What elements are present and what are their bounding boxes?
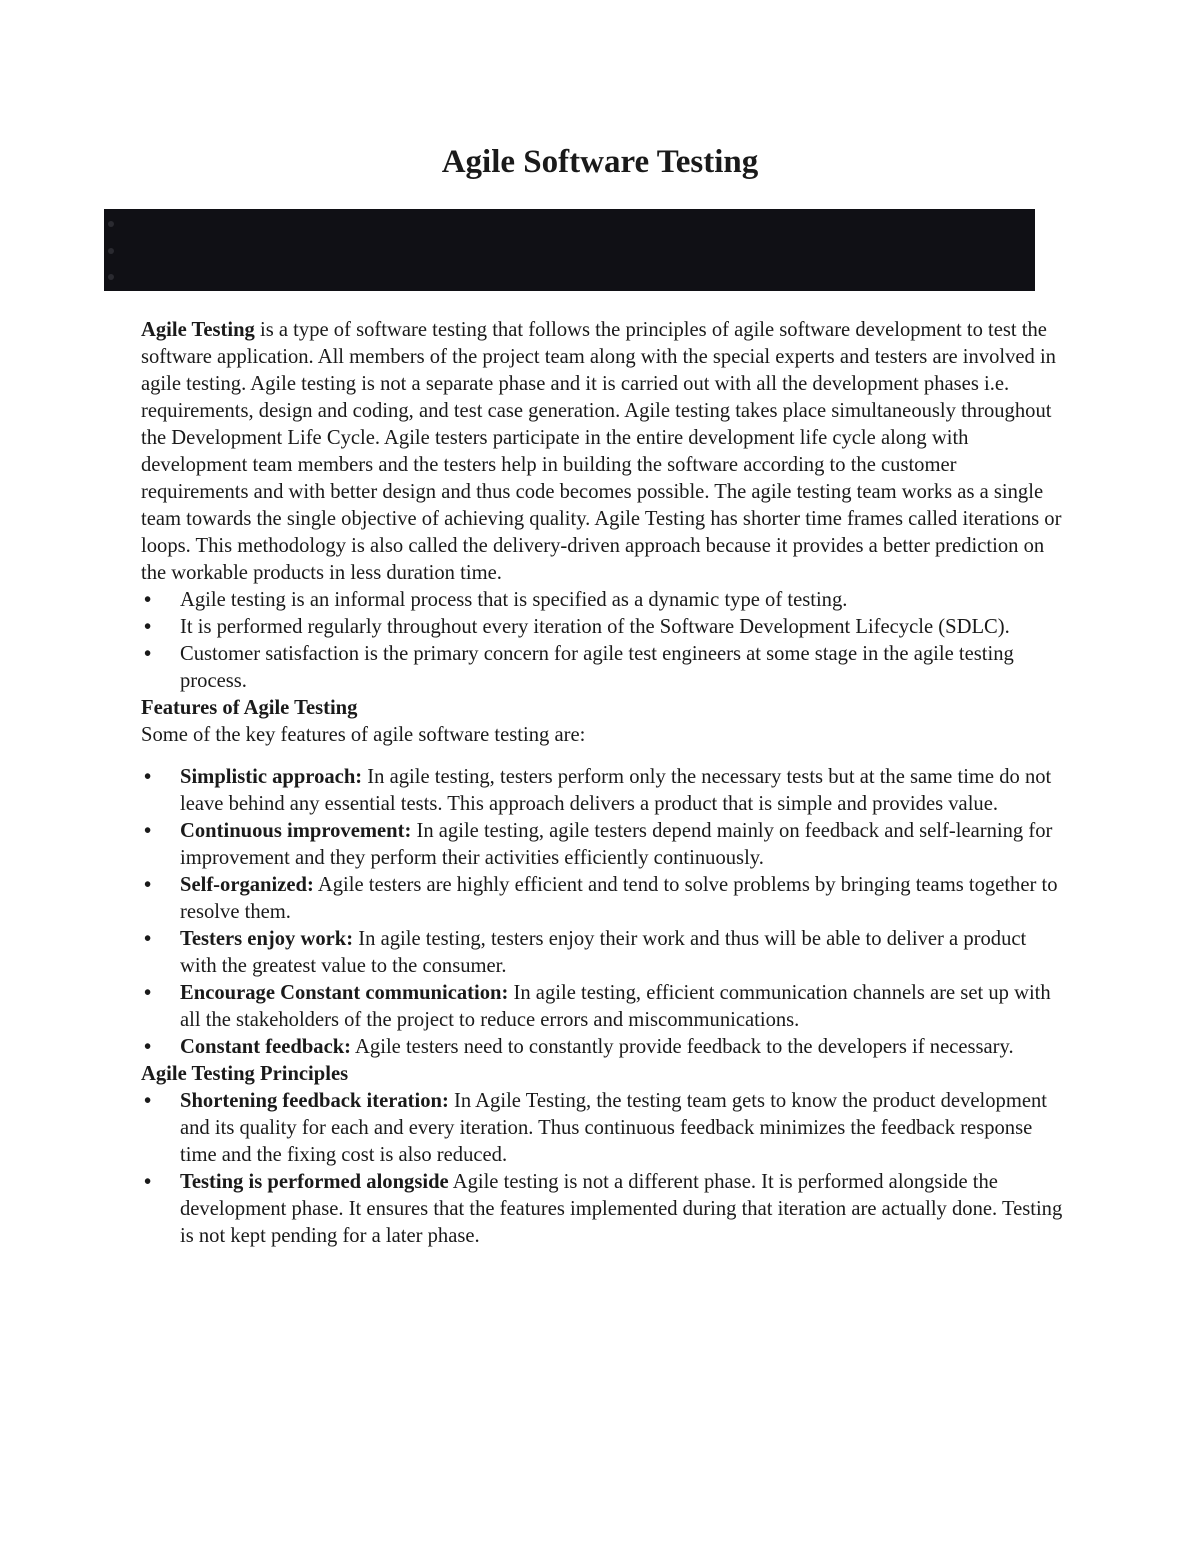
list-item <box>141 1169 1066 1250</box>
feature-text: In agile testing, testers enjoy their work and thus will be able to deliver a product with the greatest value to the consumer. <box>180 928 1027 977</box>
feature-text: In agile testing, efficient communication channels are set up with all the stakeholders of the project to reduce errors and miscommunications. <box>180 982 1051 1031</box>
list-item <box>141 1088 1066 1169</box>
banner-bullet <box>108 221 114 227</box>
redacted-banner <box>104 209 1035 291</box>
intro-bullet-list <box>141 587 1066 695</box>
intro-paragraph <box>141 317 1066 587</box>
document-body <box>141 317 1066 1250</box>
feature-text: Agile testers need to constantly provide feedback to the developers if necessary. <box>351 1036 1014 1058</box>
feature-text: In agile testing, agile testers depend mainly on feedback and self-learning for improvement and they perform their activities efficiently continuously. <box>180 820 1053 869</box>
list-item <box>141 980 1066 1034</box>
list-item: • Customer satisfaction is the primary concern for agile test engineers at some stage in the agile testing process. <box>141 641 1066 695</box>
feature-text: Agile testers are highly efficient and tend to solve problems by bringing teams together to resolve them. <box>180 874 1058 923</box>
principles-heading: Agile Testing Principles <box>141 1063 349 1085</box>
feature-term: Self-organized: <box>180 874 314 896</box>
list-item: • It is performed regularly throughout every iteration of the Software Development Lifecycle (SDLC). <box>141 614 1066 641</box>
feature-term: Encourage Constant communication: <box>180 982 509 1004</box>
feature-text: In agile testing, testers perform only the necessary tests but at the same time do not leave behind any essential tests. This approach delivers a product that is simple and provides value. <box>180 766 1052 815</box>
feature-term: Constant feedback: <box>180 1036 352 1058</box>
feature-term: Simplistic approach: <box>180 766 363 788</box>
list-item <box>141 872 1066 926</box>
features-list <box>141 764 1066 1061</box>
page-title: Agile Software Testing <box>441 144 759 180</box>
principle-term: Testing is performed alongside <box>180 1171 449 1193</box>
features-lead: Some of the key features of agile software testing are: <box>141 724 586 746</box>
banner-bullet <box>108 274 114 280</box>
list-item <box>141 764 1066 818</box>
intro-term: Agile Testing <box>141 319 255 341</box>
list-item <box>141 818 1066 872</box>
list-item: • Agile testing is an informal process that is specified as a dynamic type of testing. <box>141 587 1066 614</box>
list-item <box>141 926 1066 980</box>
principle-text: In Agile Testing, the testing team gets to know the product development and its quality for each and every iteration. Thus continuous feedback minimizes the feedback response time and the fixing cost is also reduced. <box>180 1090 1048 1166</box>
intro-text: is a type of software testing that follows the principles of agile software development to test the software application. All members of the project team along with the special experts and testers are involved in agile testing. Agile testing is not a separate phase and it is carried out with all the development phases i.e. requirements, design and coding, and test case generation. Agile testing takes place simultaneously throughout the Development Life Cycle. Agile testers participate in the entire development life cycle along with development team members and the testers help in building the software according to the customer requirements and with better design and thus code becomes possible. The agile testing team works as a single team towards the single objective of achieving quality. Agile Testing has shorter time frames called iterations or loops. This methodology is also called the delivery-driven approach because it provides a better prediction on the workable products in less duration time. <box>141 319 1062 584</box>
feature-term: Testers enjoy work: <box>180 928 354 950</box>
feature-term: Continuous improvement: <box>180 820 412 842</box>
features-heading: Features of Agile Testing <box>141 697 358 719</box>
principle-text: Agile testing is not a different phase. It is performed alongside the development phase. It ensures that the features implemented during that iteration are actually done. Testing is not kept pending for a later phase. <box>180 1171 1063 1247</box>
banner-bullet <box>108 248 114 254</box>
principles-list <box>141 1088 1066 1250</box>
list-item <box>141 1034 1066 1061</box>
principle-term: Shortening feedback iteration: <box>180 1090 449 1112</box>
